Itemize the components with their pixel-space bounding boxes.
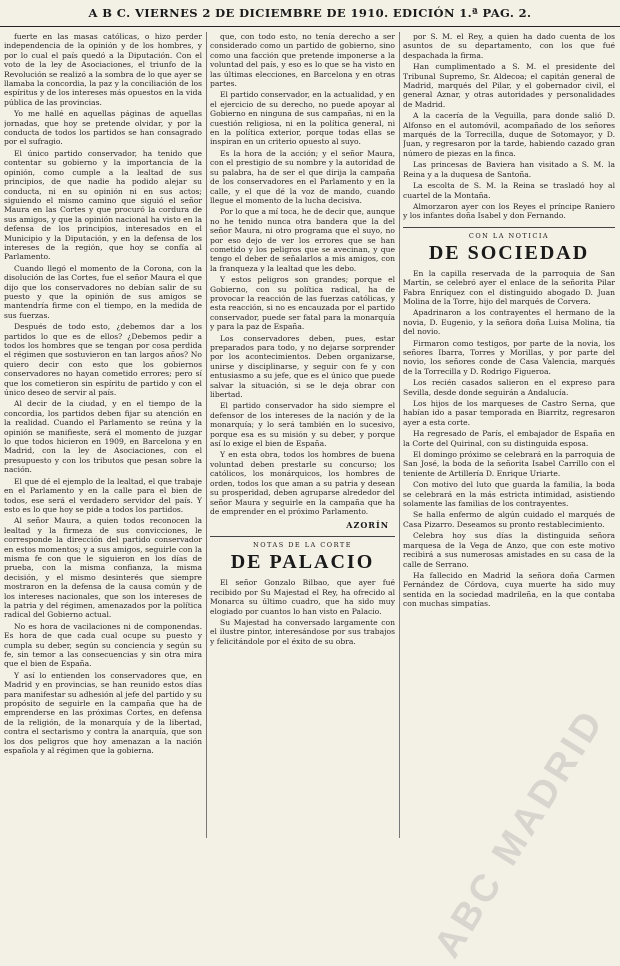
col3-paragraph: Han cumplimentado a S. M. el presidente del Tribunal Supremo, Sr. Aldecoa; el capitán general de Madrid, marqués del Pilar, y el gobernador civil, el general Aznar, y otras autoridades y personalidades de Madrid. — [403, 62, 615, 109]
col3-paragraph: Se halla enfermo de algún cuidado el marqués de Casa Pizarro. Deseamos su pronto restablecimiento. — [403, 510, 615, 529]
col3-paragraph: Firmaron como testigos, por parte de la novia, los señores Ibarra, Torres y Morillas, y por parte del novio, los señores conde de Casa Valencia, marqués de la Torrecilla y D. Rodrigo Figueroa. — [403, 338, 615, 376]
col3-paragraph: Los hijos de los marqueses de Castro Serna, que habían ido a pasar temporada en Biarritz, regresaron ayer a esta corte. — [403, 399, 615, 427]
col1-paragraph: No es hora de vacilaciones ni de componendas. Es hora de que cada cual ocupe su puesto y cumpla su deber, según su conciencia y según su fe, sin temor a las consecuencias y sin otra mira que el bien de España. — [4, 621, 202, 669]
col2-paragraph: El señor Gonzalo Bilbao, que ayer fué recibido por Su Majestad el Rey, ha ofrecido al Monarca su último cuadro, que ha sido muy elogiado por cuantos lo han visto en Palacio. — [210, 578, 395, 616]
column-divider-1 — [206, 32, 207, 838]
col1-paragraph: fuerte en las masas católicas, o hizo perder independencia de la opinión y de los hombres, y por lo cual el país quedó a la Diputación. Con el voto de la ley de Asociaciones, el triunfo de la Revolución se realizó a la sombra de lo que ayer se llamaba la concordia, la paz y la conciliación de los espíritus y de los intereses más opuestos en la vida pública de las provincias. — [4, 32, 202, 107]
header-text: A B C. VIERNES 2 DE DICIEMBRE DE 1910. EDICIÓN 1.ª PAG. 2. — [88, 6, 532, 20]
section-kicker: NOTAS DE LA CORTE — [253, 541, 352, 550]
col1-paragraph: Al decir de la ciudad, y en el tiempo de la concordia, los partidos deben fijar su atención en la realidad. Cuando el Parlamento se reúna y la opinión se manifieste, será el momento de juzgar lo que todos hicieron en 1909, en Barcelona y en Madrid, con la ley de Asociaciones, con el presupuesto y con los tributos que pesan sobre la nación. — [4, 399, 202, 475]
col3-paragraph: Ha fallecido en Madrid la señora doña Carmen Fernández de Córdova, cuya muerte ha sido muy sentida en la sociedad madrileña, en la que contaba con muchas simpatías. — [403, 570, 615, 609]
section-headline-palacio: DE PALACIO — [230, 551, 375, 574]
col2-paragraph: Y estos peligros son grandes; porque el Gobierno, con su política radical, ha de provocar la reacción de las fuerzas católicas, y esta reacción, si no es encauzada por el partido conservador, puede ser fatal para la monarquía y para la paz de España. — [210, 275, 395, 332]
archive-watermark: ABC MADRID — [426, 701, 614, 966]
col1-paragraph: El único partido conservador, ha tenido que contentar su gobierno y la importancia de la opinión, como cumple a la lealtad de sus principios, de que nadie ha podido alejar su conducta, ni en su opinión ni en sus actos; siguiendo el mismo camino que siguió el señor Maura en las Cortes y que procuró la cordura de sus amigos, y que la opinión nacional ha visto en la defensa de los principios, interesados en el Municipio y la Diputación, y en la defensa de los intereses de la región, que hoy se confía al Parlamento. — [4, 148, 202, 262]
col2-paragraph: Su Majestad ha conversado largamente con el ilustre pintor, interesándose por sus trabajos y felicitándole por el éxito de su obra. — [210, 617, 395, 646]
col3-paragraph: La escolta de S. M. la Reina se trasladó hoy al cuartel de la Montaña. — [403, 181, 615, 200]
column-divider-2 — [399, 32, 400, 838]
section-kicker: CON LA NOTICIA — [468, 231, 550, 240]
col2-paragraph: Los conservadores deben, pues, estar preparados para todo, y no dejarse sorprender por los acontecimientos. Deben organizarse, unirse y disciplinarse, y seguir con fe y con entusiasmo a su jefe, que es el único que puede salvar la situación, si se le deja obrar con libertad. — [210, 333, 395, 400]
col1-paragraph: El que dé el ejemplo de la lealtad, el que trabaje en el Parlamento y en la calle para el bien de todos, ese será el verdadero servidor del país. Y esto es lo que hoy se pide a todos los partidos. — [4, 476, 202, 514]
article-signature: AZORÍN — [346, 520, 389, 531]
col3-paragraph: En la capilla reservada de la parroquia de San Martín, se celebró ayer el enlace de la señorita Pilar Fabra Enríquez con el distinguido abogado D. Juan Molina de la Torre, hijo del marqués de Corvera. — [403, 268, 615, 306]
column-2 — [210, 32, 395, 840]
col1-paragraph: Y así lo entienden los conservadores que, en Madrid y en provincias, se han reunido estos días para manifestar su adhesión al jefe del partido y su propósito de seguirle en la campaña que ha de emprenderse en las próximas Cortes, en defensa de la religión, de la monarquía y de la libertad, contra el sectarismo y contra la anarquía, que son los dos peligros que hoy amenazan a la nación española y al régimen que la gobierna. — [4, 670, 202, 756]
col3-paragraph: A la cacería de la Veguilla, para donde salió D. Alfonso en el automóvil, acompañado de los señores marqués de la Torrecilla, duque de Sotomayor, y D. Juan, y regresaron por la tarde, habiendo cazado gran número de piezas en la finca. — [403, 111, 615, 158]
col2-paragraph: El partido conservador ha sido siempre el defensor de los intereses de la nación y de la monarquía; y lo será también en lo sucesivo, porque esa es su misión y su deber, y porque así lo exige el bien de España. — [210, 401, 395, 449]
col2-paragraph: El partido conservador, en la actualidad, y en el ejercicio de su derecho, no puede apoyar al Gobierno en ninguna de sus campañas, ni en la cuestión religiosa, ni en la política general, ni en la política exterior, porque todas ellas se inspiran en un criterio opuesto al suyo. — [210, 90, 395, 147]
col3-paragraph: Las princesas de Baviera han visitado a S. M. la Reina y a la duquesa de Santoña. — [403, 160, 615, 179]
col3-paragraph: Apadrinaron a los contrayentes el hermano de la novia, D. Eugenio, y la señora doña Luisa Molina, tía del novio. — [403, 308, 615, 337]
section-rule — [403, 227, 615, 228]
col2-paragraph: Y en esta obra, todos los hombres de buena voluntad deben prestarle su concurso; los católicos, los monárquicos, los hombres de orden, todos los que aman a su patria y desean su prosperidad, deben agruparse alrededor del señor Maura y seguirle en la campaña que ha de emprender en el próximo Parlamento. — [210, 450, 395, 516]
col1-paragraph: Cuando llegó el momento de la Corona, con la disolución de las Cortes, fue el señor Maura el que dijo que los conservadores no debían salir de su puesto y que la opinión de sus amigos se mantendría firme con el tiempo, en la medida de sus fuerzas. — [4, 263, 202, 320]
col3-paragraph: por S. M. el Rey, a quien ha dado cuenta de los asuntos de su departamento, con los que fué despachada la firma. — [403, 32, 615, 60]
col3-paragraph: Con motivo del luto que guarda la familia, la boda se celebrará en la más estricta intimidad, asistiendo solamente las familias de los contrayentes. — [403, 480, 615, 509]
column-3 — [403, 32, 615, 840]
section-rule — [210, 536, 395, 537]
col1-paragraph: Después de todo esto, ¿debemos dar a los partidos lo que es de ellos? ¿Debemos pedir a todos los hombres que se tengan por cosa perdida el régimen que sostuvieron en tan largos años? No quiero decir con esto que los gobiernos conservadores no hayan cometido errores; pero sí que los cometieron sin espíritu de partido y con el único deseo de servir al país. — [4, 322, 202, 398]
col3-paragraph: El domingo próximo se celebrará en la parroquia de San José, la boda de la señorita Isabel Carrillo con el teniente de Artillería D. Enrique Uriarte. — [403, 450, 615, 478]
column-1 — [4, 32, 202, 840]
col3-paragraph: Celebra hoy sus días la distinguida señora marquesa de la Vega de Anzo, que con este motivo recibirá a sus numerosas amistades en su casa de la calle de Serrano. — [403, 531, 615, 569]
col2-paragraph: que, con todo esto, no tenía derecho a ser considerado como un partido de gobierno, sino como una facción que pretende imponerse a la voluntad del país, y eso es lo que se ha visto en las últimas elecciones, en Barcelona y en otras partes. — [210, 32, 395, 89]
col3-paragraph: Almorzaron ayer con los Reyes el príncipe Raniero y los infantes doña Isabel y don Fernando. — [403, 201, 615, 221]
section-headline-sociedad: DE SOCIEDAD — [428, 241, 590, 264]
col2-paragraph: Es la hora de la acción; y el señor Maura, con el prestigio de su nombre y la autoridad de su palabra, ha de ser el que dirija la campaña de los conservadores en el Parlamento y en la calle, y el que dé la voz de mando, cuando llegue el momento de la lucha decisiva. — [210, 148, 395, 205]
col1-paragraph: Yo me hallé en aquellas páginas de aquellas jornadas, que hoy se pretende olvidar, y por la conducta de todos los partidos se han consagrado por el sufragio. — [4, 109, 202, 147]
col2-paragraph: Por lo que a mí toca, he de decir que, aunque no he tenido nunca otra bandera que la del señor Maura, ni otro programa que el suyo, no por eso dejo de ver los errores que se han cometido y los peligros que se avecinan, y que tengo el deber de señalarlos a mis amigos, con la franqueza y la lealtad que les debo. — [210, 207, 395, 273]
col3-paragraph: Ha regresado de París, el embajador de España en la Corte del Quirinal, con su distinguida esposa. — [403, 429, 615, 448]
col3-paragraph: Los recién casados salieron en el expreso para Sevilla, desde donde seguirán a Andalucía. — [403, 378, 615, 397]
page-header — [0, 0, 620, 27]
col1-paragraph: Al señor Maura, a quien todos reconocen la lealtad y la firmeza de sus convicciones, le corresponde la dirección del partido conservador en estos momentos; y a sus amigos, seguirle con la misma fe con que le siguieron en los días de prueba, con la misma confianza, la misma decisión, y el mismo desinterés que siempre mostraron en la defensa de la causa común y de los intereses nacionales, que son los intereses de la patria y del régimen, amenazados por la política radical del Gobierno actual. — [4, 516, 202, 620]
